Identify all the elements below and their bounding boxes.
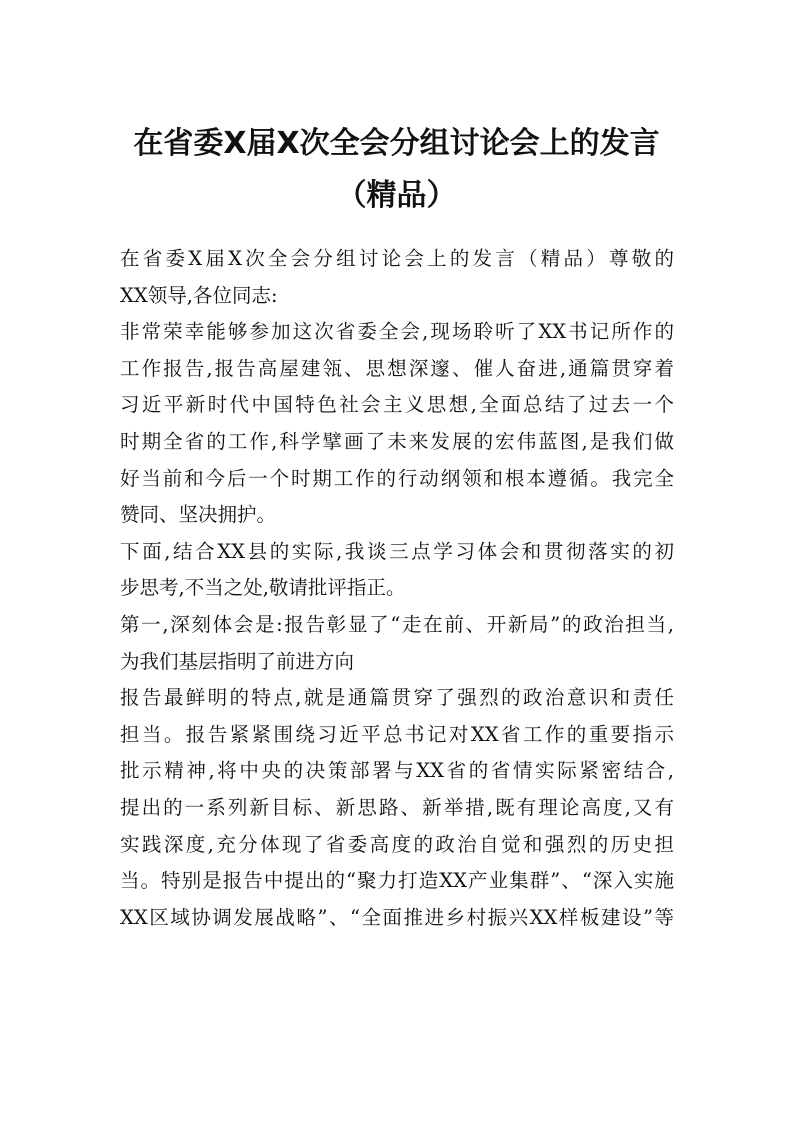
body-line: 赞同、坚决拥护。 — [120, 503, 277, 527]
body-line: 步思考,不当之处,敬请批评指正。 — [120, 576, 406, 600]
document-title — [100, 118, 693, 222]
body-line: 习近平新时代中国特色社会主义思想,全面总结了过去一个 — [120, 393, 674, 417]
body-line: 好当前和今后一个时期工作的行动纲领和根本遵循。我完全 — [120, 466, 674, 490]
body-line: 担当。报告紧紧围绕习近平总书记对XX省工作的重要指示 — [120, 722, 674, 746]
document-body — [120, 241, 674, 936]
body-line: 第一,深刻体会是:报告彰显了“走在前、开新局”的政治担当, — [120, 612, 674, 636]
body-line: 提出的一系列新目标、新思路、新举措,既有理论高度,又有 — [120, 795, 674, 819]
body-line: 报告最鲜明的特点,就是通篇贯穿了强烈的政治意识和责任 — [120, 686, 674, 710]
body-line: 在省委X届X次全会分组讨论会上的发言（精品）尊敬的 — [120, 247, 674, 270]
body-line: 时期全省的工作,科学擘画了未来发展的宏伟蓝图,是我们做 — [120, 429, 674, 453]
body-line: 工作报告,报告高屋建瓴、思想深邃、催人奋进,通篇贯穿着 — [120, 356, 674, 380]
body-line: XX领导,各位同志: — [120, 283, 278, 307]
body-line: 非常荣幸能够参加这次省委全会,现场聆听了XX书记所作的 — [120, 320, 674, 344]
body-line: XX区域协调发展战略”、“全面推进乡村振兴XX样板建设”等 — [120, 905, 674, 929]
title-line-1: 在省委X届X次全会分组讨论会上的发言 — [133, 126, 660, 161]
body-line: 当。特别是报告中提出的“聚力打造XX产业集群”、“深入实施 — [120, 869, 674, 893]
body-line: 实践深度,充分体现了省委高度的政治自觉和强烈的历史担 — [120, 832, 674, 856]
body-line: 下面,结合XX县的实际,我谈三点学习体会和贯彻落实的初 — [120, 539, 674, 563]
title-line-2: （精品） — [336, 178, 457, 213]
body-line: 为我们基层指明了前进方向 — [120, 649, 355, 673]
body-line: 批示精神,将中央的决策部署与XX省的省情实际紧密结合, — [120, 759, 674, 783]
